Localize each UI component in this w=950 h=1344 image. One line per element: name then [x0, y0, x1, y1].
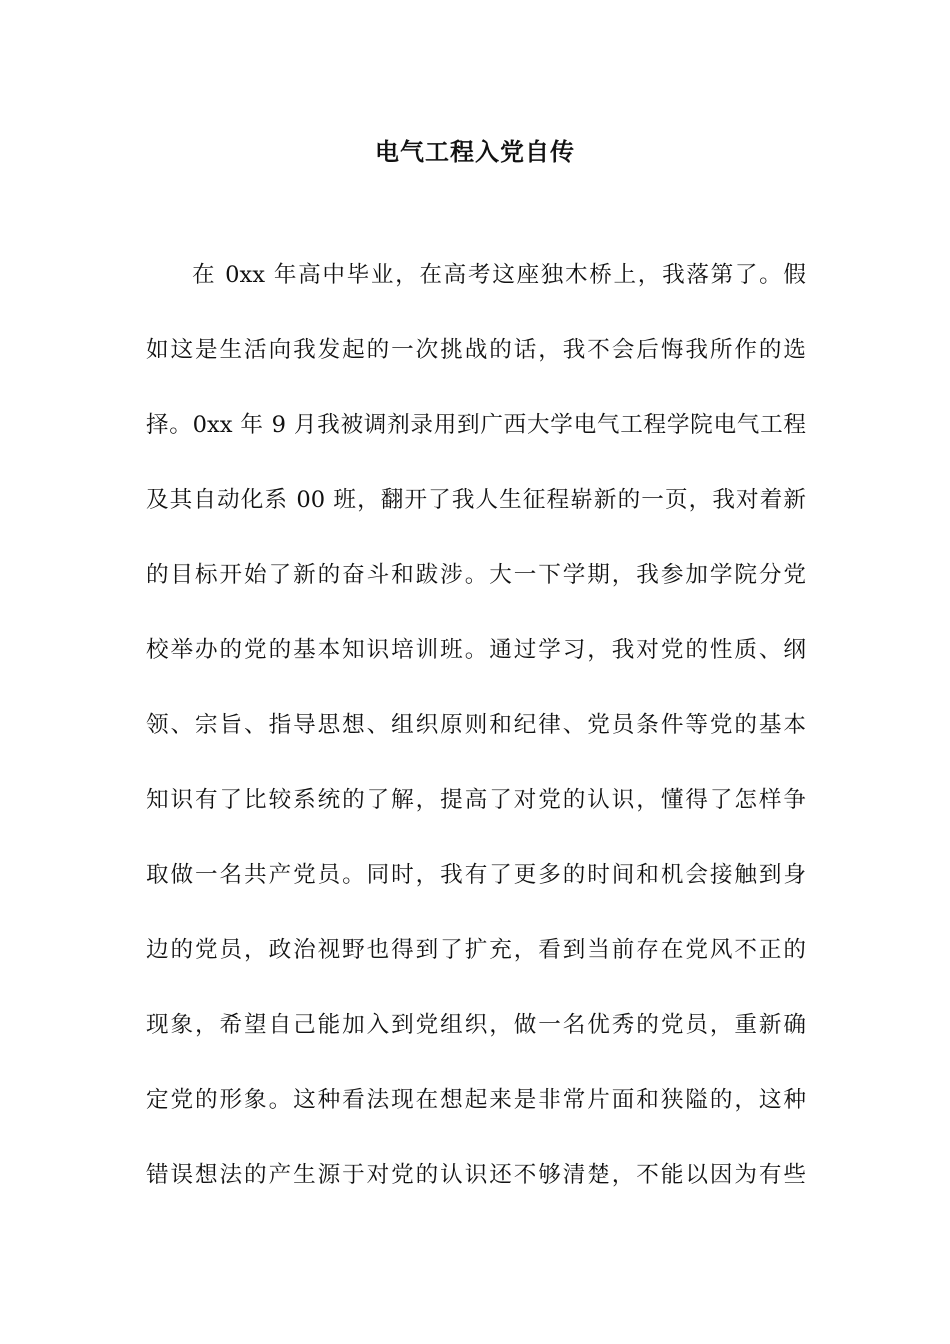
paragraph-line: 领、宗旨、指导思想、组织原则和纪律、党员条件等党的基本: [146, 712, 806, 738]
paragraph-line: 的目标开始了新的奋斗和跋涉。大一下学期，我参加学院分党: [146, 562, 806, 588]
paragraph-line: 及其自动化系 00 班，翻开了我人生征程崭新的一页，我对着新: [146, 487, 806, 513]
paragraph-line: 择。0xx 年 9 月我被调剂录用到广西大学电气工程学院电气工程: [146, 412, 806, 438]
paragraph-line: 错误想法的产生源于对党的认识还不够清楚，不能以因为有些: [146, 1162, 806, 1188]
document-title: 电气工程入党自传: [375, 137, 575, 166]
paragraph-line: 如这是生活向我发起的一次挑战的话，我不会后悔我所作的选: [146, 337, 806, 363]
paragraph-line: 在 0xx 年高中毕业，在高考这座独木桥上，我落第了。假: [192, 262, 806, 288]
paragraph-line: 校举办的党的基本知识培训班。通过学习，我对党的性质、纲: [146, 637, 806, 663]
paragraph-line: 现象，希望自己能加入到党组织，做一名优秀的党员，重新确: [146, 1012, 806, 1038]
paragraph-line: 边的党员，政治视野也得到了扩充，看到当前存在党风不正的: [146, 937, 806, 963]
paragraph-line: 取做一名共产党员。同时，我有了更多的时间和机会接触到身: [146, 862, 806, 888]
paragraph-line: 知识有了比较系统的了解，提高了对党的认识，懂得了怎样争: [146, 787, 806, 813]
paragraph-line: 定党的形象。这种看法现在想起来是非常片面和狭隘的，这种: [146, 1087, 806, 1113]
